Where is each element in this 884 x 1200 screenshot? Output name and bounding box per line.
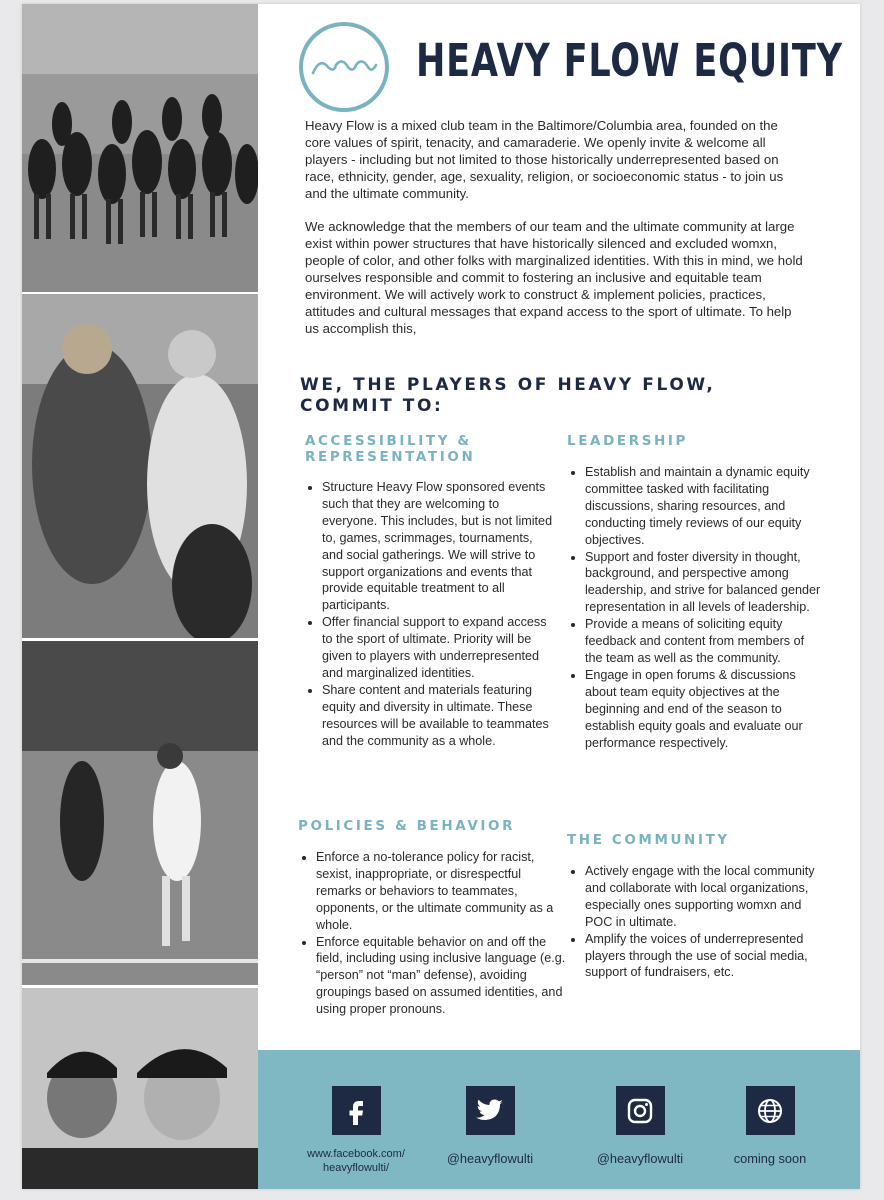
section-title-policies: POLICIES & BEHAVIOR <box>298 818 516 834</box>
page-title: HEAVY FLOW EQUITY <box>416 34 843 87</box>
wave-logo-icon <box>298 21 390 113</box>
list-item: • Actively engage with the local community and collaborate with local organizations, especially ones supporting womxn and POC in ultimate. <box>585 863 825 931</box>
list-item: • Establish and maintain a dynamic equity committee tasked with facilitating discussions, sharing resources, and conducting timely reviews of our equity objectives. <box>585 464 823 549</box>
intro-text <box>305 117 805 353</box>
instagram-label[interactable]: @heavyflowulti <box>596 1151 684 1166</box>
intro-paragraph: Heavy Flow is a mixed club team in the Baltimore/Columbia area, founded on the core values of spirit, tenacity, and camaraderie. We openly invite & welcome all players - including but not limited to those historically underrepresented based on race, ethnicity, gender, age, sexuality, religion, or socioeconomic status - to join us and the ultimate community. <box>305 118 784 201</box>
list-item: • Structure Heavy Flow sponsored events such that they are welcoming to everyone. This includes, but is not limited to, games, scrimmages, tournaments, and social gatherings. We will strive to support organizations and events that provide equitable treatment to all participants. <box>322 479 554 614</box>
list-item: • Enforce equitable behavior on and off the field, including using inclusive language (e.g. “person” not “man” defense), avoiding groupings based on assumed identities, and using proper pronouns. <box>316 934 566 1019</box>
accessibility-list <box>304 479 554 750</box>
twitter-label[interactable]: @heavyflowulti <box>446 1151 534 1166</box>
facebook-label-line[interactable]: www.facebook.com/ <box>307 1148 405 1160</box>
facebook-link[interactable] <box>291 1086 421 1175</box>
list-item: • Support and foster diversity in thought, background, and perspective among leadership, and strive for balanced gender representation in all levels of leadership. <box>585 549 823 617</box>
game-action-photo <box>22 641 258 985</box>
instagram-icon[interactable] <box>616 1086 665 1135</box>
website-label[interactable]: coming soon <box>733 1151 807 1166</box>
facebook-icon[interactable] <box>332 1086 381 1135</box>
equity-flyer <box>22 4 860 1189</box>
community-list <box>567 863 825 981</box>
commit-heading-line: COMMIT TO: <box>300 396 444 416</box>
team-huddle-photo <box>22 4 258 292</box>
section-title-community: THE COMMUNITY <box>567 832 730 848</box>
twitter-link[interactable] <box>425 1086 555 1166</box>
section-title-line: REPRESENTATION <box>305 449 476 465</box>
list-item: • Provide a means of soliciting equity feedback and content from members of the team as well as the community. <box>585 616 823 667</box>
list-item: • Engage in open forums & discussions about team equity objectives at the beginning and end of the season to establish equity goals and evaluate our performance respectively. <box>585 667 823 752</box>
section-title-accessibility <box>305 433 475 465</box>
facebook-label[interactable] <box>291 1147 421 1175</box>
globe-icon[interactable] <box>746 1086 795 1135</box>
instagram-link[interactable] <box>575 1086 705 1166</box>
list-item: • Share content and materials featuring equity and diversity in ultimate. These resources will be available to teammates and the community as a whole. <box>322 682 554 750</box>
facebook-label-line[interactable]: heavyflowulti/ <box>322 1162 390 1174</box>
list-item: • Offer financial support to expand access to the sport of ultimate. Priority will be given to players with underrepresented and marginalized identities. <box>322 614 554 682</box>
social-footer <box>258 1050 860 1189</box>
website-link[interactable] <box>705 1086 835 1166</box>
commit-heading <box>300 375 840 417</box>
photo-column <box>22 4 258 1189</box>
policies-list <box>298 849 566 1018</box>
twitter-icon[interactable] <box>466 1086 515 1135</box>
players-celebrating-photo <box>22 294 258 638</box>
section-title-line: ACCESSIBILITY & <box>305 433 472 449</box>
section-title-leadership: LEADERSHIP <box>567 433 689 449</box>
list-item: • Enforce a no-tolerance policy for racist, sexist, inappropriate, or disrespectful remarks or behaviors to teammates, opponents, or the ultimate community as a whole. <box>316 849 566 934</box>
intro-paragraph: We acknowledge that the members of our team and the ultimate community at large exist within power structures that have historically silenced and excluded womxn, people of color, and other folks with marginalized identities. With this in mind, we hold ourselves responsible and commit to fostering an inclusive and equitable team environment. We will actively work to construct & implement policies, practices, attitudes and cultural messages that expand access to the sport of ultimate. To help us accomplish this, <box>305 219 803 336</box>
leadership-list <box>567 464 823 751</box>
team-selfie-photo <box>22 988 258 1189</box>
list-item: • Amplify the voices of underrepresented players through the use of social media, support of fundraisers, etc. <box>585 931 825 982</box>
commit-heading-line: WE, THE PLAYERS OF HEAVY FLOW, <box>300 375 716 395</box>
